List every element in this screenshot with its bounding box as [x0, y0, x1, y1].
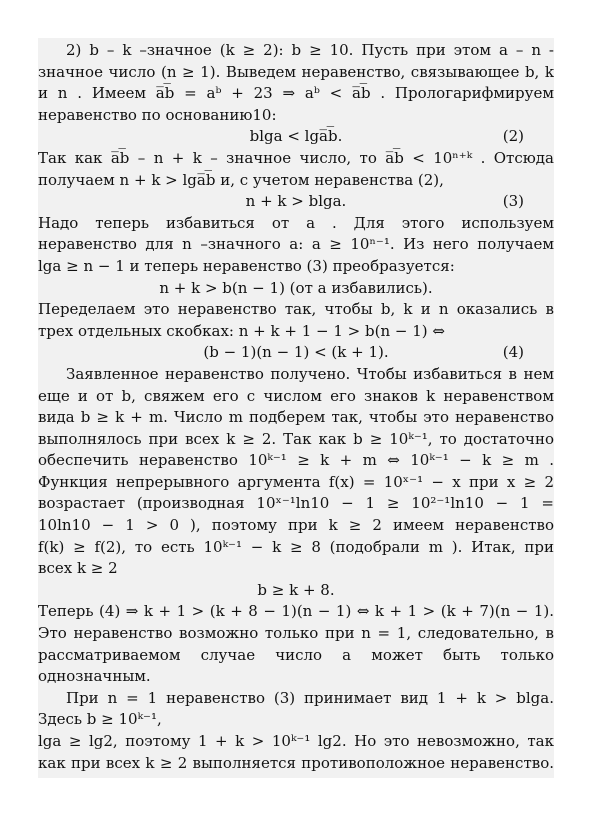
- text-line: [38, 234, 554, 256]
- line-text: Функция непрерывного аргумента f(x) = 10ˣ⁻¹ − x при x ≥ 2: [38, 472, 554, 491]
- text-line: [38, 558, 554, 580]
- line-text: получаем n + k > lga̅b̅ и, с учетом неравенства (2),: [38, 170, 444, 189]
- line-text: неравенство по основанию10:: [38, 105, 277, 124]
- text-line: [38, 429, 554, 451]
- line-text: Надо теперь избавиться от a . Для этого используем: [38, 213, 554, 232]
- text-line: [38, 493, 554, 515]
- line-text: обеспечить неравенство 10ᵏ⁻¹ ≥ k + m ⇔ 10ᵏ⁻¹ − k ≥ m .: [38, 451, 554, 470]
- text-line: [38, 753, 554, 775]
- text-line: [38, 170, 554, 192]
- text-line: [38, 299, 554, 321]
- text-line: [38, 731, 554, 753]
- text-line: [38, 321, 554, 343]
- text-line: [38, 580, 554, 602]
- line-text: Это неравенство возможно только при n = 1, следовательно, в: [38, 624, 554, 643]
- line-text: Теперь (4) ⇒ k + 1 > (k + 8 − 1)(n − 1) ⇔ k + 1 > (k + 7)(n − 1).: [38, 602, 554, 621]
- line-text: всех k ≥ 2: [38, 559, 118, 578]
- line-text: однозначным.: [38, 667, 151, 686]
- text-line: [38, 386, 554, 408]
- text-line: [38, 645, 554, 667]
- text-line: [38, 450, 554, 472]
- equation-number: (4): [502, 343, 524, 362]
- line-text: f(k) ≥ f(2), то есть 10ᵏ⁻¹ − k ≥ 8 (подобрали m ). Итак, при: [38, 537, 554, 556]
- text-line: [38, 407, 554, 429]
- line-text: 10ln10 − 1 > 0 ), поэтому при k ≥ 2 имеем неравенство: [38, 516, 554, 535]
- text-line: [38, 364, 554, 386]
- text-line: [38, 213, 554, 235]
- line-text: значное число (n ≥ 1). Выведем неравенство, связывающее b, k: [38, 62, 554, 81]
- text-line: [38, 537, 554, 559]
- text-line: [38, 278, 554, 300]
- text-line: [38, 62, 554, 84]
- line-text: Здесь b ≥ 10ᵏ⁻¹,: [38, 710, 162, 729]
- equation-line: [38, 342, 554, 364]
- line-text: n + k > b(n − 1) (от a избавились).: [159, 278, 433, 297]
- line-text: Заявленное неравенство получено. Чтобы избавиться в нем: [66, 364, 554, 383]
- line-text: еще и от b, свяжем его с числом его знаков k неравенством: [38, 386, 554, 405]
- line-text: n + k > blga.: [245, 192, 347, 211]
- line-text: как при всех k ≥ 2 выполняется противоположное неравенство.: [38, 753, 554, 772]
- line-text: и n . Имеем a̅b̅ = aᵇ + 23 ⇒ aᵇ < a̅b̅ . Прологарифмируем: [38, 84, 554, 103]
- text-line: [38, 515, 554, 537]
- text-line: [38, 623, 554, 645]
- equation-line: [38, 191, 554, 213]
- line-text: При n = 1 неравенство (3) принимает вид 1 + k > blga.: [66, 688, 554, 707]
- line-text: (b − 1)(n − 1) < (k + 1).: [203, 343, 389, 362]
- text-line: [38, 148, 554, 170]
- text-line: [38, 83, 554, 105]
- equation-line: [38, 126, 554, 148]
- line-text: b ≥ k + 8.: [257, 580, 335, 599]
- text-line: [38, 256, 554, 278]
- line-text: Переделаем это неравенство так, чтобы b, k и n оказались в: [38, 300, 554, 319]
- text-line: [38, 472, 554, 494]
- text-line: [38, 40, 554, 62]
- line-text: lga ≥ n − 1 и теперь неравенство (3) преобразуется:: [38, 256, 455, 275]
- text-line: [38, 601, 554, 623]
- line-text: выполнялось при всех k ≥ 2. Так как b ≥ 10ᵏ⁻¹, то достаточно: [38, 429, 554, 448]
- equation-number: (2): [502, 127, 524, 146]
- line-text: вида b ≥ k + m. Число m подберем так, чтобы это неравенство: [38, 408, 554, 427]
- line-text: неравенство для n –значного a: a ≥ 10ⁿ⁻¹. Из него получаем: [38, 235, 554, 254]
- line-text: 2) b – k –значное (k ≥ 2): b ≥ 10. Пусть при этом a – n -: [66, 41, 554, 59]
- line-text: Так как a̅b̅ – n + k – значное число, то a̅b̅ < 10ⁿ⁺ᵏ . Отсюда: [38, 148, 554, 167]
- line-text: blga < lga̅b̅.: [249, 127, 343, 146]
- line-text: lga ≥ lg2, поэтому 1 + k > 10ᵏ⁻¹ lg2. Но это невозможно, так: [38, 732, 554, 750]
- document-page: [38, 38, 554, 778]
- text-line: [38, 709, 554, 731]
- line-text: возрастает (производная 10ˣ⁻¹ln10 − 1 ≥ 10²⁻¹ln10 − 1 =: [38, 494, 554, 513]
- equation-number: (3): [502, 192, 524, 211]
- text-line: [38, 666, 554, 688]
- text-line: [38, 688, 554, 710]
- line-text: трех отдельных скобках: n + k + 1 − 1 > b(n − 1) ⇔: [38, 321, 445, 340]
- text-line: [38, 105, 554, 127]
- line-text: рассматриваемом случае число a может быть только: [38, 645, 554, 664]
